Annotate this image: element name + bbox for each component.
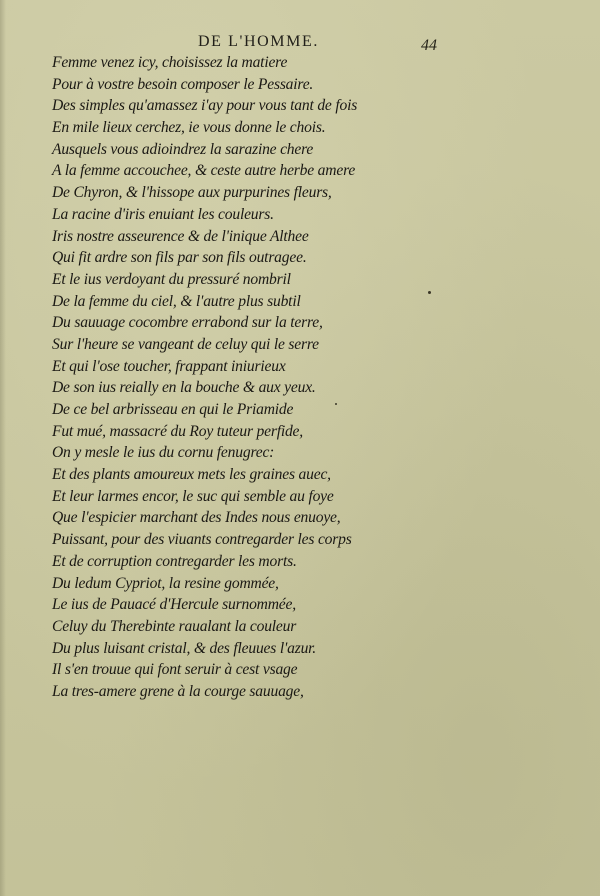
verse-line: De ce bel arbrisseau en qui le Priamide [52, 401, 294, 418]
verse-line: A la femme accouchee, & ceste autre herbe amere [52, 162, 356, 180]
verse-line: Iris nostre asseurence & de l'inique Althee [52, 227, 309, 245]
verse-line: Et leur larmes encor, le suc qui semble au foye [52, 487, 334, 505]
verse-line: Que l'espicier marchant des Indes nous enuoye, [52, 509, 341, 527]
verse-line: Sur l'heure se vangeant de celuy qui le serre [52, 335, 319, 353]
verse-line: Ausquels vous adioindrez la sarazine chere [52, 140, 314, 158]
poem-text [52, 52, 592, 703]
verse-line: La tres-amere grene à la courge sauuage, [52, 682, 304, 700]
verse-line: En mile lieux cerchez, ie vous donne le chois. [52, 119, 326, 137]
verse-line: Du sauuage cocombre errabond sur la terre, [52, 314, 323, 332]
verse-line: Il s'en trouue qui font seruir à cest vsage [52, 661, 298, 679]
verse-line: Et de corruption contregarder les morts. [52, 552, 297, 570]
verse-line: Et qui l'ose toucher, frappant iniurieux [52, 357, 286, 375]
running-title: DE L'HOMME. [198, 33, 319, 50]
verse-line: Femme venez icy, choisissez la matiere [52, 54, 288, 71]
ink-speck [428, 291, 431, 294]
verse-line: Celuy du Therebinte raualant la couleur [52, 617, 297, 635]
verse-line: Qui fit ardre son fils par son fils outragee. [52, 249, 307, 267]
verse-line: De son ius reially en la bouche & aux yeux. [52, 379, 316, 397]
verse-line: De la femme du ciel, & l'autre plus subtil [52, 292, 301, 310]
verse-line: Puissant, pour des viuants contregarder les corps [52, 531, 352, 549]
page-number: 44 [421, 37, 437, 54]
ink-speck [335, 403, 337, 405]
verse-line: De Chyron, & l'hissope aux purpurines fleurs, [52, 184, 332, 202]
verse-line: Le ius de Pauacé d'Hercule surnommée, [52, 596, 296, 614]
page-gutter-shadow [0, 0, 6, 896]
verse-line: Et le ius verdoyant du pressuré nombril [52, 270, 291, 288]
verse-line: Pour à vostre besoin composer le Pessaire. [52, 75, 314, 93]
verse-line: Et des plants amoureux mets les graines auec, [52, 466, 331, 484]
verse-line: La racine d'iris enuiant les couleurs. [52, 205, 274, 223]
verse-line: Des simples qu'amassez i'ay pour vous tant de fois [52, 97, 358, 115]
verse-line: Fut mué, massacré du Roy tuteur perfide, [52, 422, 303, 440]
verse-line: Du ledum Cypriot, la resine gommée, [52, 574, 279, 592]
verse-line: Du plus luisant cristal, & des fleuues l'azur. [52, 639, 317, 657]
verse-line: On y mesle le ius du cornu fenugrec: [52, 444, 275, 462]
